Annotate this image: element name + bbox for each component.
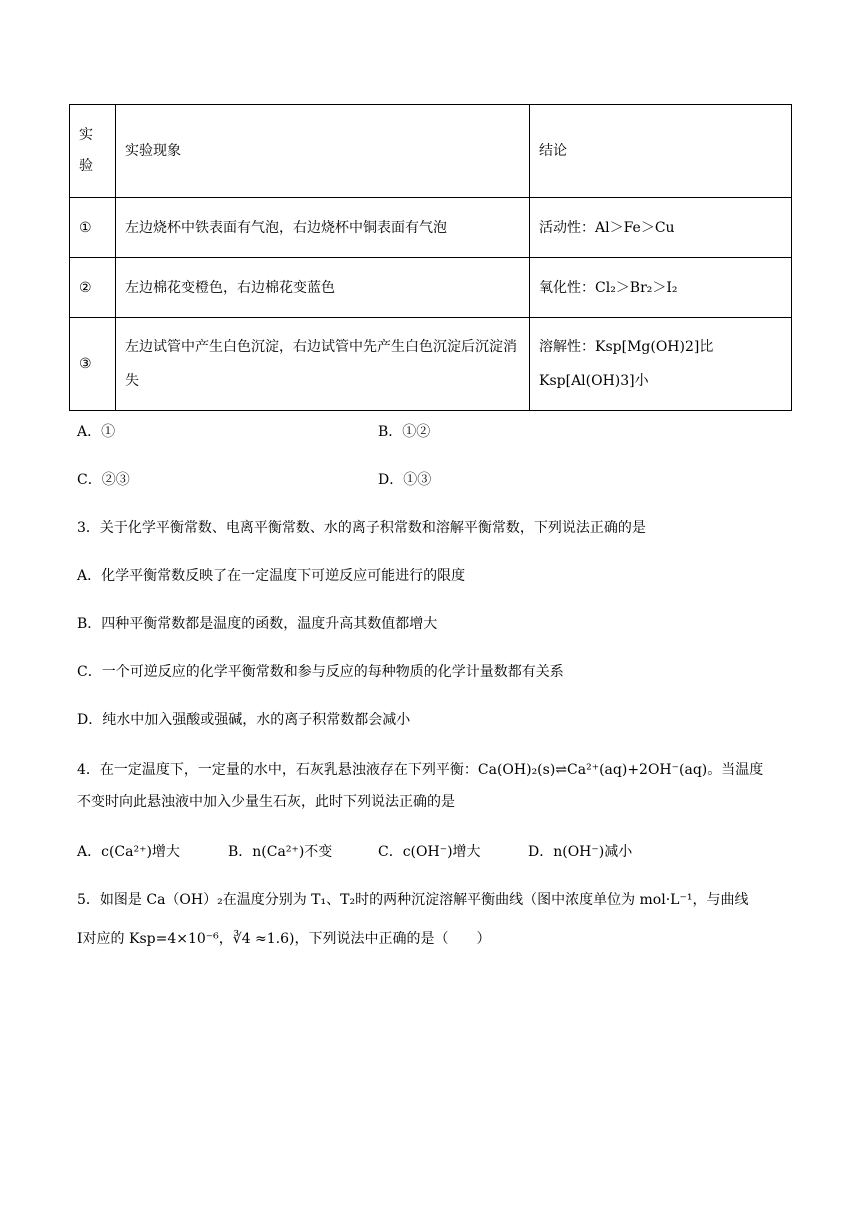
q4-option-a[interactable]: A．c(Ca²⁺)增大 (77, 844, 180, 860)
row-conclusion: 氧化性：Cl₂＞Br₂＞I₂ (530, 258, 792, 318)
header-phenomenon: 实验现象 (116, 105, 530, 198)
q5-stem-line2: Ⅰ对应的 Ksp=4×10⁻⁶，∛4 ≈1.6)，下列说法中正确的是（ ） (77, 931, 491, 947)
table-row (70, 258, 792, 318)
q3-option-b[interactable]: B．四种平衡常数都是温度的函数，温度升高其数值都增大 (77, 616, 438, 632)
q2-option-a[interactable]: A．① (77, 424, 116, 440)
q4-stem-line2: 不变时向此悬浊液中加入少量生石灰，此时下列说法正确的是 (77, 794, 455, 810)
table-row (70, 198, 792, 258)
q4-stem-line1: 4．在一定温度下，一定量的水中，石灰乳悬浊液存在下列平衡：Ca(OH)₂(s)⇌Ca²⁺(aq)+2OH⁻(aq)。当温度 (77, 762, 764, 778)
q5-stem-line1: 5．如图是 Ca（OH）₂在温度分别为 T₁、T₂时的两种沉淀溶解平衡曲线（图中浓度单位为 mol·L⁻¹，与曲线 (77, 892, 749, 908)
row-conclusion: 活动性：Al＞Fe＞Cu (530, 198, 792, 258)
table-row (70, 318, 792, 411)
q3-option-d[interactable]: D．纯水中加入强酸或强碱，水的离子积常数都会减小 (77, 712, 411, 728)
row-phenomenon: 左边棉花变橙色，右边棉花变蓝色 (116, 258, 530, 318)
q4-option-b[interactable]: B．n(Ca²⁺)不变 (228, 844, 333, 860)
row-phenomenon: 左边试管中产生白色沉淀，右边试管中先产生白色沉淀后沉淀消失 (116, 318, 530, 411)
q4-option-d[interactable]: D．n(OH⁻)减小 (528, 844, 633, 860)
row-id: ① (70, 198, 116, 258)
q2-option-c[interactable]: C．②③ (77, 472, 130, 488)
q3-option-a[interactable]: A．化学平衡常数反映了在一定温度下可逆反应可能进行的限度 (77, 568, 466, 584)
row-id: ③ (70, 318, 116, 411)
q3-stem: 3．关于化学平衡常数、电离平衡常数、水的离子积常数和溶解平衡常数，下列说法正确的是 (77, 520, 646, 536)
row-phenomenon: 左边烧杯中铁表面有气泡，右边烧杯中铜表面有气泡 (116, 198, 530, 258)
row-id: ② (70, 258, 116, 318)
q2-option-d[interactable]: D．①③ (378, 472, 432, 488)
row-conclusion: 溶解性：Ksp[Mg(OH)2]比Ksp[Al(OH)3]小 (530, 318, 792, 411)
header-experiment: 实 验 (70, 105, 116, 198)
header-conclusion: 结论 (530, 105, 792, 198)
q2-option-b[interactable]: B．①② (378, 424, 431, 440)
experiment-table (69, 104, 792, 411)
q4-option-c[interactable]: C．c(OH⁻)增大 (378, 844, 481, 860)
table-header-row (70, 105, 792, 198)
q3-option-c[interactable]: C．一个可逆反应的化学平衡常数和参与反应的每种物质的化学计量数都有关系 (77, 664, 564, 680)
